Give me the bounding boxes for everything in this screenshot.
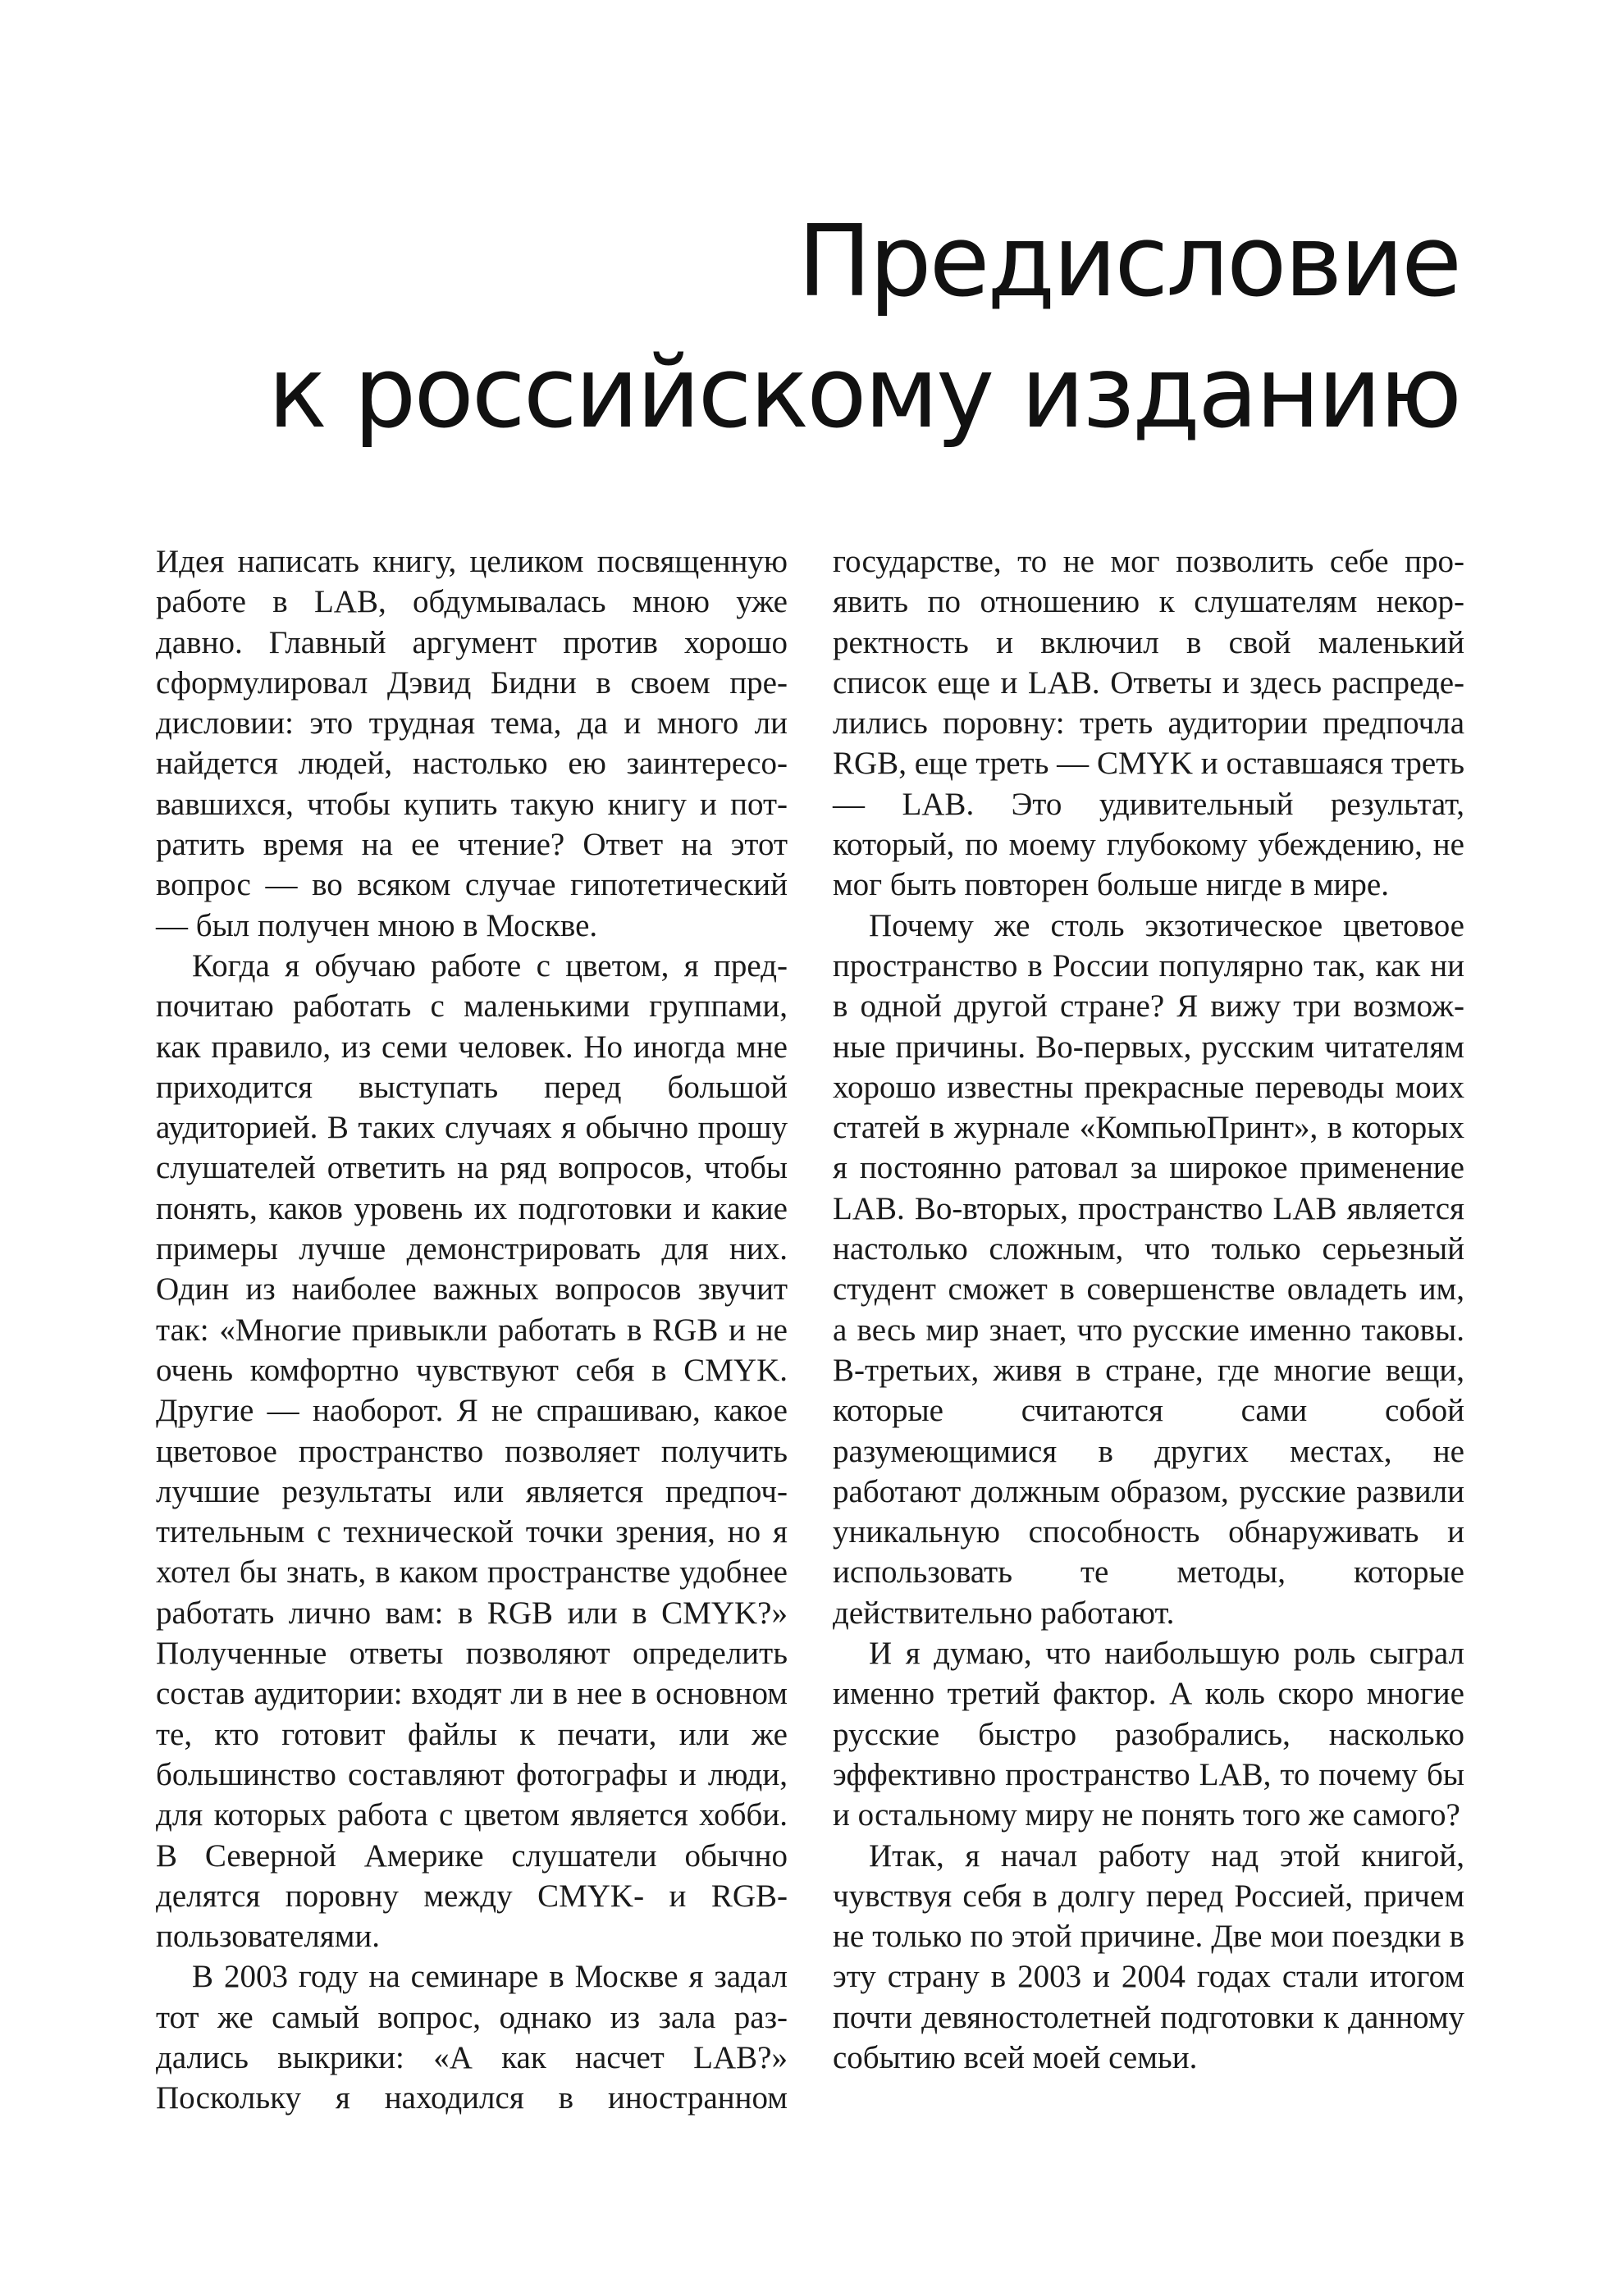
body-columns	[156, 541, 1464, 2198]
title-line-1: Предисловие	[797, 205, 1460, 319]
title-line-2: к российскому изданию	[267, 336, 1460, 450]
left-column	[156, 541, 788, 2198]
paragraph: В 2003 году на семинаре в Москве я задал тот же самый вопрос, однако из зала раздались выкрики: «А как насчет LAB?» Поскольку я находился в иностранном	[156, 1959, 788, 2116]
paragraph: Когда я обучаю работе с цветом, я предпочитаю работать с маленькими группами, как правило, из семи человек. Но иногда мне приходится выступать перед большой аудиторией. В таких случаях я обычно прошу слушателей ответить на ряд вопросов, чтобы понять, каков уровень их подготовки и какие примеры лучше демонстрировать для них. Один из наиболее важных вопросов звучит так: «Многие привыкли работать в RGB и не очень комфортно чувствуют себя в CMYK. Другие — наоборот. Я не спрашиваю, какое цветовое пространство позволяет получить лучшие результаты или является предпочтительным с технической точки зрения, но я хотел бы знать, в каком пространстве удобнее работать лично вам: в RGB или в CMYK?» Полученные ответы позволяют определить состав аудитории: входят ли в нее в основном те, кто готовит файлы к печати, или же большинство составляют фотографы и люди, для которых работа с цветом является хобби. В Северной Америке слушатели обычно делятся поровну между CMYK- и RGB-пользователями.	[156, 947, 788, 1955]
right-column	[833, 541, 1464, 2198]
paragraph: государстве, то не мог позволить себе проявить по отношению к слушателям некорректность и включил в свой маленький список еще и LAB. Ответы и здесь распределились поровну: треть аудитории предпочла RGB, еще треть — CMYK и оставшаяся треть — LAB. Это удивительный результат, который, по моему глубокому убеждению, не мог быть повторен больше нигде в мире.	[833, 544, 1464, 903]
page-title	[229, 197, 1460, 459]
paragraph: Идея написать книгу, целиком посвященную работе в LAB, обдумывалась мною уже давно. Главный аргумент против хорошо сформулировал Дэвид Бидни в своем предисловии: это трудная тема, да и много ли найдется людей, настолько ею заинтересовавшихся, чтобы купить такую книгу и потратить время на ее чтение? Ответ на этот вопрос — во всяком случае гипотетический — был получен мною в Москве.	[156, 544, 788, 943]
paragraph: Почему же столь экзотическое цветовое пространство в России популярно так, как ни в одной другой стране? Я вижу три возможные причины. Во-первых, русским читателям хорошо известны прекрасные переводы моих статей в журнале «КомпьюПринт», в которых я постоянно ратовал за широкое применение LAB. Во-вторых, пространство LAB является настолько сложным, что только серьезный студент сможет в совершенстве овладеть им, а весь мир знает, что русские именно таковы. В-третьих, живя в стране, где многие вещи, которые считаются сами собой разумеющимися в других местах, не работают должным образом, русские развили уникальную способность обнаруживать и использовать те методы, которые действительно работают.	[833, 907, 1464, 1631]
paragraph: И я думаю, что наибольшую роль сыграл именно третий фактор. А коль скоро многие русские быстро разобрались, насколько эффективно пространство LAB, то почему бы и остальному миру не понять того же самого?	[833, 1636, 1464, 1833]
paragraph: Итак, я начал работу над этой книгой, чувствуя себя в долгу перед Россией, причем не только по этой причине. Две мои поездки в эту страну в 2003 и 2004 годах стали итогом почти девяностолетней подготовки к данному событию всей моей семьи.	[833, 1837, 1464, 2075]
